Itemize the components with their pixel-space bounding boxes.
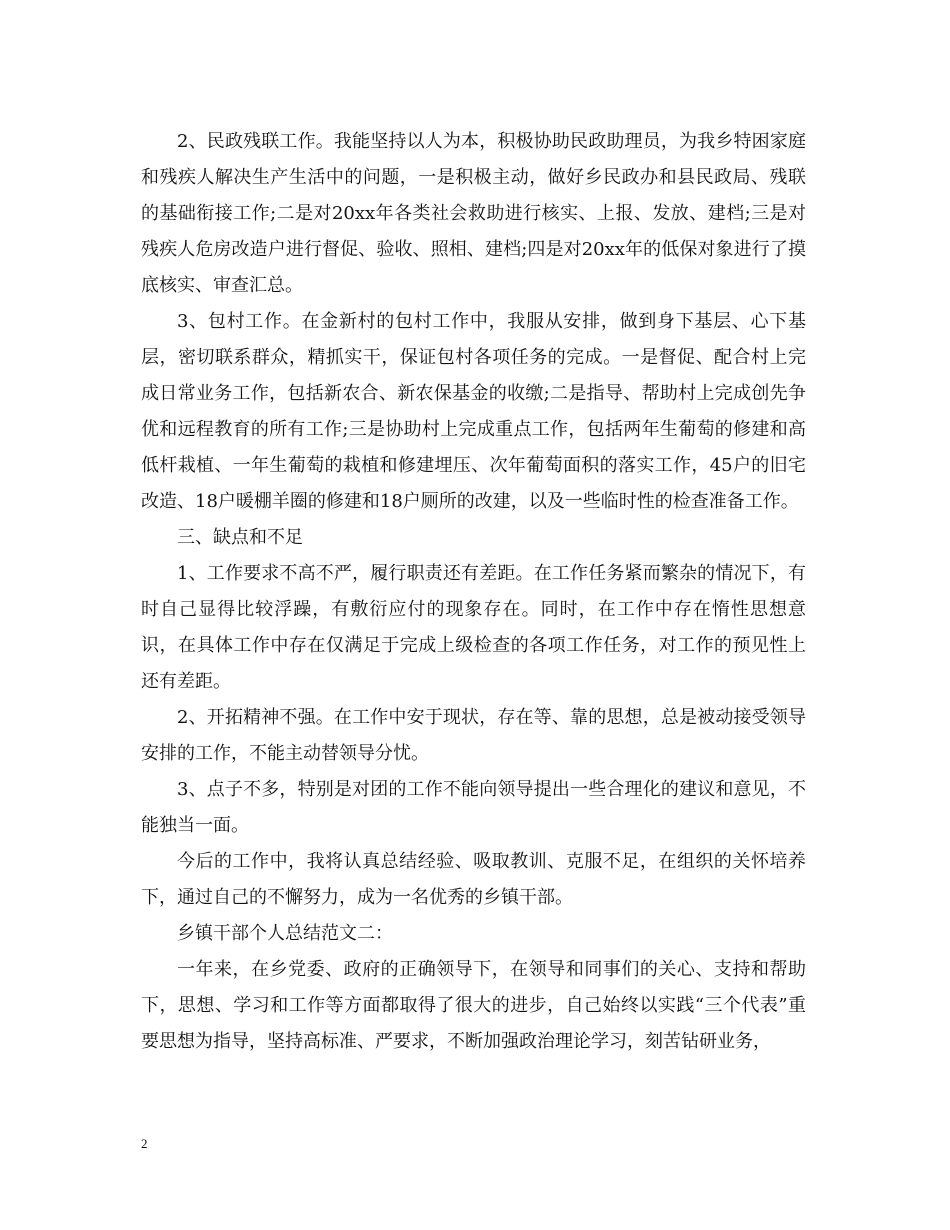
paragraph-shortcoming-2: 2、开拓精神不强。在工作中安于现状，存在等、靠的思想，总是被动接受领导安排的工作，不能主动替领导分忧。 bbox=[141, 707, 806, 764]
paragraph-civil-affairs: 2、民政残联工作。我能坚持以人为本，积极协助民政助理员，为我乡特困家庭和残疾人解决生产生活中的问题，一是积极主动，做好乡民政办和县民政局、残联的基础衔接工作;二是对20xx年各类社会救助进行核实、上报、发放、建档;三是对残疾人危房改造户进行督促、验收、照相、建档;四是对20xx年的低保对象进行了摸底核实、审查汇总。 bbox=[141, 131, 806, 296]
paragraph-sample-two-intro: 一年来，在乡党委、政府的正确领导下，在领导和同事们的关心、支持和帮助下，思想、学习和工作等方面都取得了很大的进步，自己始终以实践“三个代表”重要思想为指导，坚持高标准、严要求，不断加强政治理论学习，刻苦钻研业务， bbox=[141, 959, 806, 1052]
paragraph-shortcoming-1: 1、工作要求不高不严，履行职责还有差距。在工作任务紧而繁杂的情况下，有时自己显得比较浮躁，有敷衍应付的现象存在。同时，在工作中存在惰性思想意识，在具体工作中存在仅满足于完成上级检查的各项工作任务，对工作的预见性上还有差距。 bbox=[141, 563, 806, 692]
page-number: 2 bbox=[141, 1136, 148, 1151]
paragraph-shortcoming-3: 3、点子不多，特别是对团的工作不能向领导提出一些合理化的建议和意见，不能独当一面。 bbox=[141, 779, 806, 836]
heading-sample-two: 乡镇干部个人总结范文二： bbox=[177, 923, 393, 944]
section-heading-shortcomings: 三、缺点和不足 bbox=[177, 527, 303, 548]
document-body bbox=[141, 124, 806, 1060]
paragraph-village-work: 3、包村工作。在金新村的包村工作中，我服从安排，做到身下基层、心下基层，密切联系群众，精抓实干，保证包村各项任务的完成。一是督促、配合村上完成日常业务工作，包括新农合、新农保基金的收缴;二是指导、帮助村上完成创先争优和远程教育的所有工作;三是协助村上完成重点工作，包括两年生葡萄的修建和高低杆栽植、一年生葡萄的栽植和修建埋压、次年葡萄面积的落实工作，45户的旧宅改造、18户暖棚羊圈的修建和18户厕所的改建，以及一些临时性的检查准备工作。 bbox=[141, 311, 806, 512]
paragraph-future-work: 今后的工作中，我将认真总结经验、吸取教训、克服不足，在组织的关怀培养下，通过自己的不懈努力，成为一名优秀的乡镇干部。 bbox=[141, 851, 806, 908]
